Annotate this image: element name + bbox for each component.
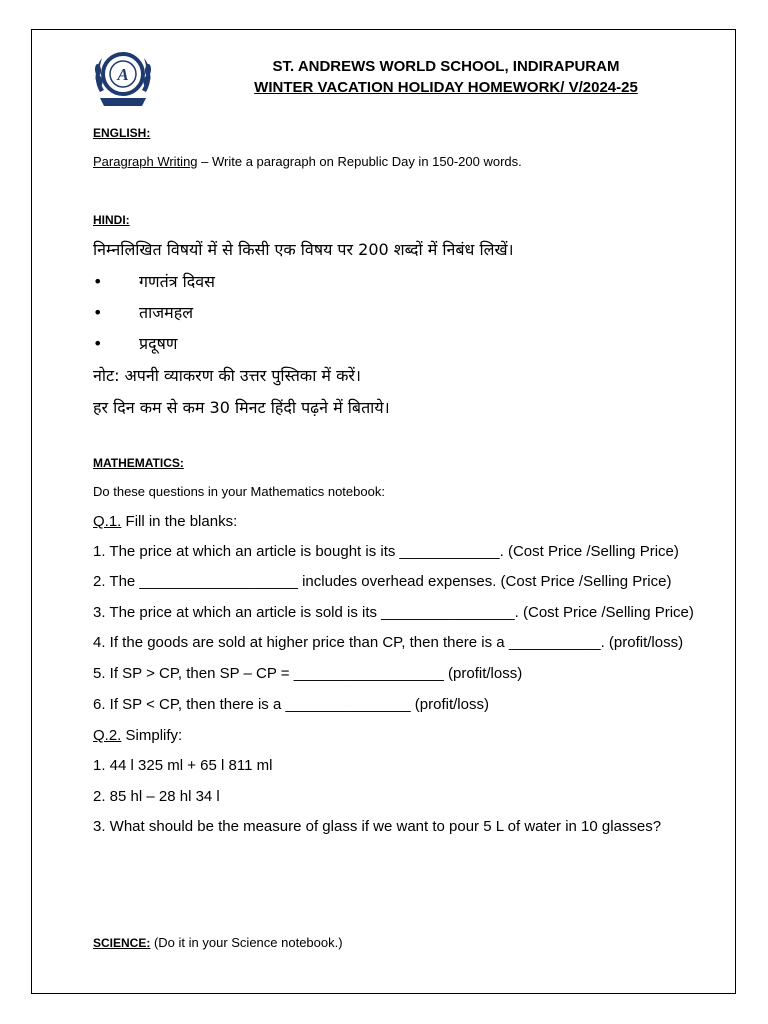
- q1-item: 1. The price at which an article is bought is its ____________. (Cost Price /Selling Price): [93, 543, 679, 560]
- english-task: [93, 154, 522, 169]
- bullet: •: [93, 303, 103, 322]
- q1-item: 2. The ___________________ includes overhead expenses. (Cost Price /Selling Price): [93, 573, 672, 590]
- q2-text: Simplify:: [121, 727, 183, 744]
- school-logo: [90, 40, 156, 112]
- hindi-topic-text: प्रदूषण: [139, 334, 178, 353]
- school-name: ST. ANDREWS WORLD SCHOOL, INDIRAPURAM: [272, 58, 620, 75]
- math-q1: [93, 513, 237, 530]
- hindi-heading: HINDI:: [93, 213, 130, 227]
- bullet: •: [93, 272, 103, 291]
- header: [196, 56, 696, 98]
- q2-item: 2. 85 hl – 28 hl 34 l: [93, 788, 220, 805]
- hindi-topic: [93, 270, 215, 292]
- page-border: [31, 29, 736, 994]
- q1-item: 6. If SP < CP, then there is a _______________ (profit/loss): [93, 696, 489, 713]
- science-line: [93, 935, 343, 950]
- math-q2: [93, 727, 182, 744]
- hindi-topic: [93, 332, 177, 354]
- english-heading: ENGLISH:: [93, 126, 151, 140]
- science-heading: SCIENCE:: [93, 936, 151, 950]
- q1-text: Fill in the blanks:: [121, 513, 238, 530]
- logo-letter: A: [117, 65, 129, 84]
- q1-item: 5. If SP > CP, then SP – CP = __________________ (profit/loss): [93, 665, 523, 682]
- homework-title: WINTER VACATION HOLIDAY HOMEWORK/ V/2024-25: [254, 79, 638, 96]
- logo-ribbon: [100, 98, 146, 106]
- hindi-note: नोट: अपनी व्याकरण की उत्तर पुस्तिका में करें।: [93, 366, 361, 385]
- q2-label: Q.2.: [93, 727, 122, 744]
- english-task-label: Paragraph Writing: [93, 154, 198, 169]
- q2-item: 1. 44 l 325 ml + 65 l 811 ml: [93, 757, 273, 774]
- hindi-topic-text: गणतंत्र दिवस: [139, 272, 215, 291]
- q1-item: 4. If the goods are sold at higher price than CP, then there is a ___________. (profit/loss): [93, 634, 684, 651]
- q1-item: 3. The price at which an article is sold is its ________________. (Cost Price /Selling Price): [93, 604, 694, 621]
- math-heading: MATHEMATICS:: [93, 456, 184, 470]
- q1-label: Q.1.: [93, 513, 122, 530]
- math-intro: Do these questions in your Mathematics notebook:: [93, 484, 385, 499]
- science-note: (Do it in your Science notebook.): [150, 935, 343, 950]
- bullet: •: [93, 334, 103, 353]
- english-task-text: – Write a paragraph on Republic Day in 150-200 words.: [197, 154, 522, 169]
- hindi-instruction: निम्नलिखित विषयों में से किसी एक विषय पर 200 शब्दों में निबंध लिखें।: [93, 240, 514, 259]
- q2-item: 3. What should be the measure of glass if we want to pour 5 L of water in 10 glasses?: [93, 818, 662, 835]
- hindi-topic: [93, 301, 193, 323]
- hindi-reading: हर दिन कम से कम 30 मिनट हिंदी पढ़ने में बिताये।: [93, 398, 390, 417]
- hindi-topic-text: ताजमहल: [139, 303, 194, 322]
